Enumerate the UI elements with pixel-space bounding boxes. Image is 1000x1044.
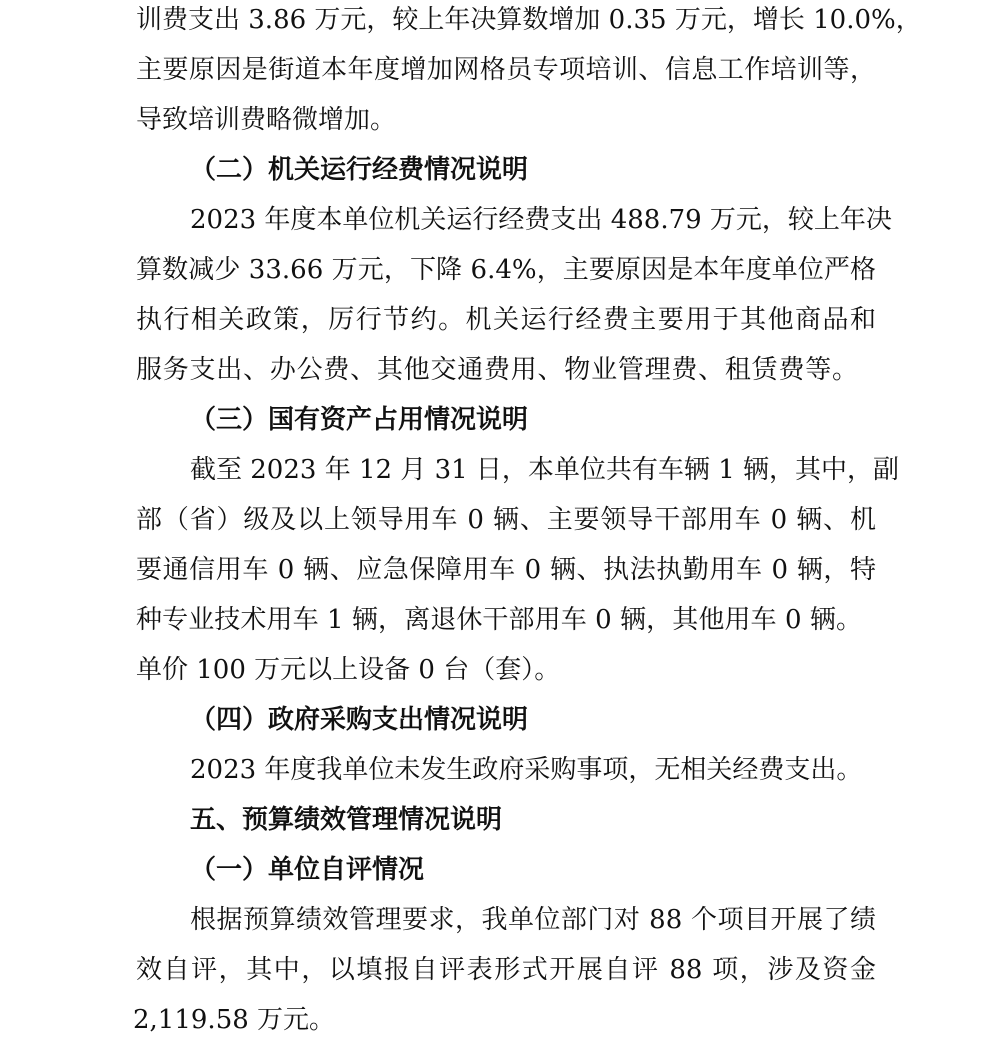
body-text-line: 导致培训费略微增加。 bbox=[136, 105, 397, 135]
subsection-heading-self-evaluation: （一）单位自评情况 bbox=[190, 855, 425, 885]
body-text-line: 训费支出 3.86 万元，较上年决算数增加 0.35 万元，增长 10.0%， bbox=[136, 5, 922, 35]
section-heading-2: （二）机关运行经费情况说明 bbox=[190, 155, 529, 185]
body-text-line: 种专业技术用车 1 辆，离退休干部用车 0 辆，其他用车 0 辆。 bbox=[136, 605, 862, 635]
body-text-line: 效自评，其中，以填报自评表形式开展自评 88 项，涉及资金 bbox=[136, 955, 876, 985]
body-text-line: 2023 年度我单位未发生政府采购事项，无相关经费支出。 bbox=[190, 755, 863, 785]
body-text-line: 根据预算绩效管理要求，我单位部门对 88 个项目开展了绩 bbox=[190, 905, 876, 935]
body-text-line: 2,119.58 万元。 bbox=[133, 1005, 336, 1035]
body-text-line: 截至 2023 年 12 月 31 日，本单位共有车辆 1 辆，其中，副 bbox=[190, 455, 899, 485]
chapter-heading-5: 五、预算绩效管理情况说明 bbox=[190, 805, 503, 835]
body-text-line: 算数减少 33.66 万元，下降 6.4%，主要原因是本年度单位严格 bbox=[136, 255, 876, 285]
body-text-line: 2023 年度本单位机关运行经费支出 488.79 万元，较上年决 bbox=[190, 205, 892, 235]
body-text-line: 要通信用车 0 辆、应急保障用车 0 辆、执法执勤用车 0 辆，特 bbox=[136, 555, 876, 585]
body-text-line: 主要原因是街道本年度增加网格员专项培训、信息工作培训等， bbox=[136, 55, 876, 85]
section-heading-3: （三）国有资产占用情况说明 bbox=[190, 405, 529, 435]
body-text-line: 单价 100 万元以上设备 0 台（套）。 bbox=[136, 655, 561, 685]
body-text-line: 执行相关政策，厉行节约。机关运行经费主要用于其他商品和 bbox=[136, 305, 876, 335]
body-text-line: 服务支出、办公费、其他交通费用、物业管理费、租赁费等。 bbox=[136, 355, 858, 385]
body-text-line: 部（省）级及以上领导用车 0 辆、主要领导干部用车 0 辆、机 bbox=[136, 505, 876, 535]
section-heading-4: （四）政府采购支出情况说明 bbox=[190, 705, 529, 735]
